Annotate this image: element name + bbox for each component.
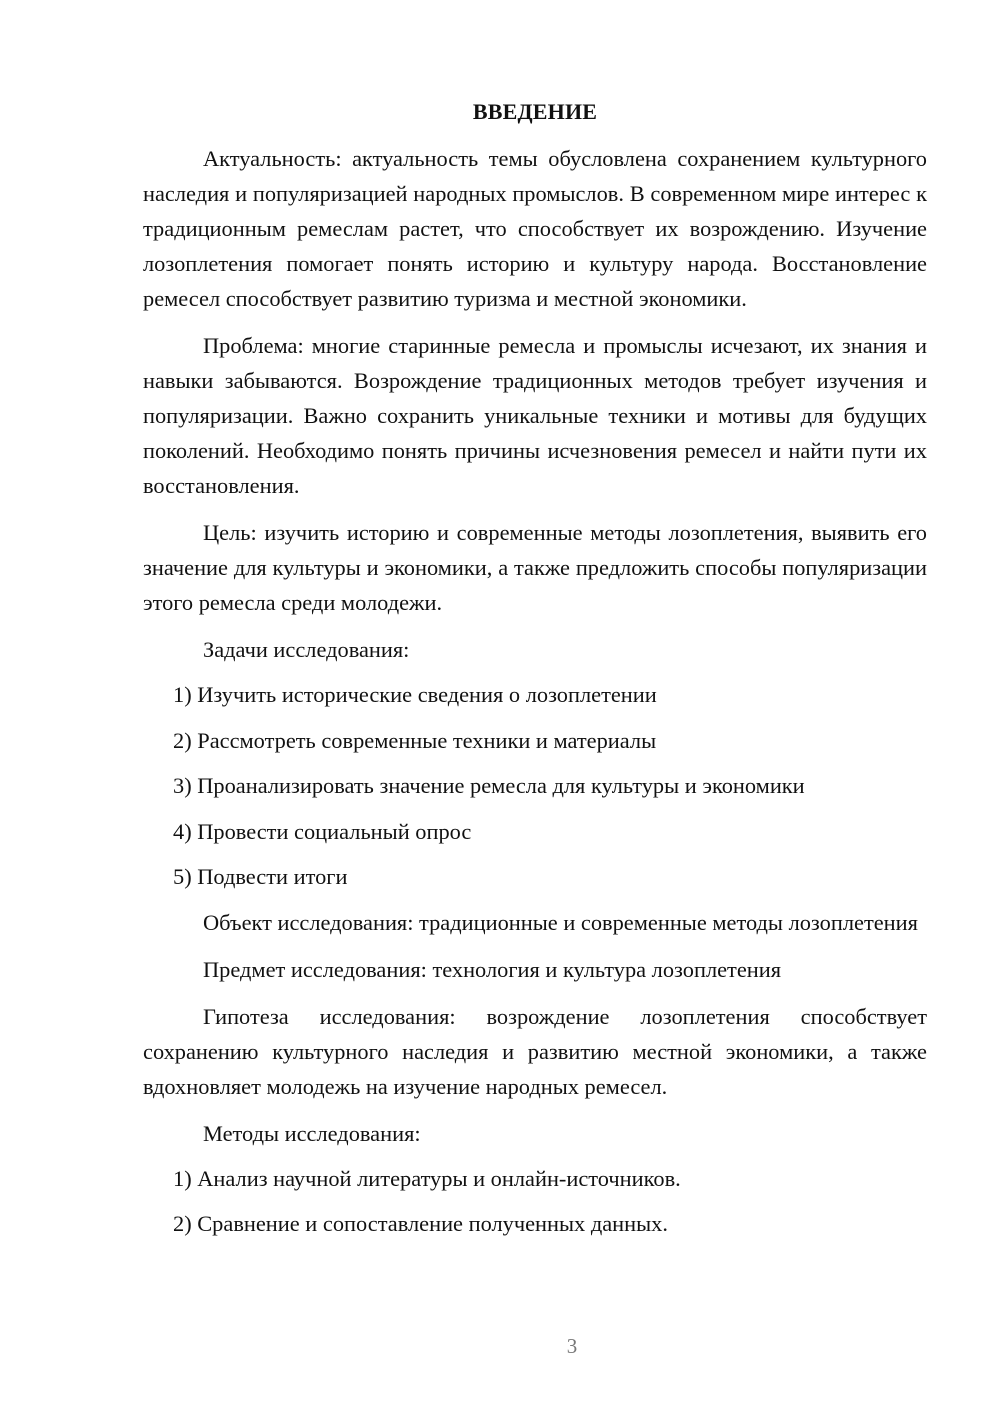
task-item-2: 2) Рассмотреть современные техники и материалы xyxy=(173,727,657,753)
task-item-4: 4) Провести социальный опрос xyxy=(173,818,472,844)
page-number: 3 xyxy=(566,1334,578,1358)
subject-paragraph: Предмет исследования: технология и культура лозоплетения xyxy=(203,956,782,982)
task-item-5: 5) Подвести итоги xyxy=(173,864,348,889)
task-item-3: 3) Проанализировать значение ремесла для культуры и экономики xyxy=(173,773,805,798)
section-title: ВВЕДЕНИЕ xyxy=(472,99,598,124)
goal-paragraph: Цель: изучить историю и современные методы лозоплетения, выявить его значение для культуры и экономики, а также предложить способы популяризации этого ремесла среди молодежи. xyxy=(143,520,927,615)
method-item-1: 1) Анализ научной литературы и онлайн-источников. xyxy=(173,1165,681,1191)
problem-paragraph: Проблема: многие старинные ремесла и промыслы исчезают, их знания и навыки забываются. Возрождение традиционных методов требует изучения и популяризации. Важно сохранить уникальные техники и мотивы для будущих поколений. Необходимо понять причины исчезновения ремесел и найти пути их восстановления. xyxy=(143,333,927,498)
object-paragraph: Объект исследования: традиционные и современные методы лозоплетения xyxy=(203,909,918,935)
tasks-label: Задачи исследования: xyxy=(203,637,410,662)
methods-list xyxy=(143,1161,927,1242)
page-content xyxy=(143,94,927,1252)
task-item-1: 1) Изучить исторические сведения о лозоплетении xyxy=(173,682,657,707)
method-item-2: 2) Сравнение и сопоставление полученных данных. xyxy=(173,1211,668,1236)
relevance-paragraph: Актуальность: актуальность темы обусловлена сохранением культурного наследия и популяризацией народных промыслов. В современном мире интерес к традиционным ремеслам растет, что способствует их возрождению. Изучение лозоплетения помогает понять историю и культуру народа. Восстановление ремесел способствует развитию туризма и местной экономики. xyxy=(143,146,927,311)
hypothesis-paragraph: Гипотеза исследования: возрождение лозоплетения способствует сохранению культурного наследия и развитию местной экономики, а также вдохновляет молодежь на изучение народных ремесел. xyxy=(143,1003,927,1099)
methods-label: Методы исследования: xyxy=(203,1120,421,1146)
tasks-list xyxy=(143,677,927,894)
